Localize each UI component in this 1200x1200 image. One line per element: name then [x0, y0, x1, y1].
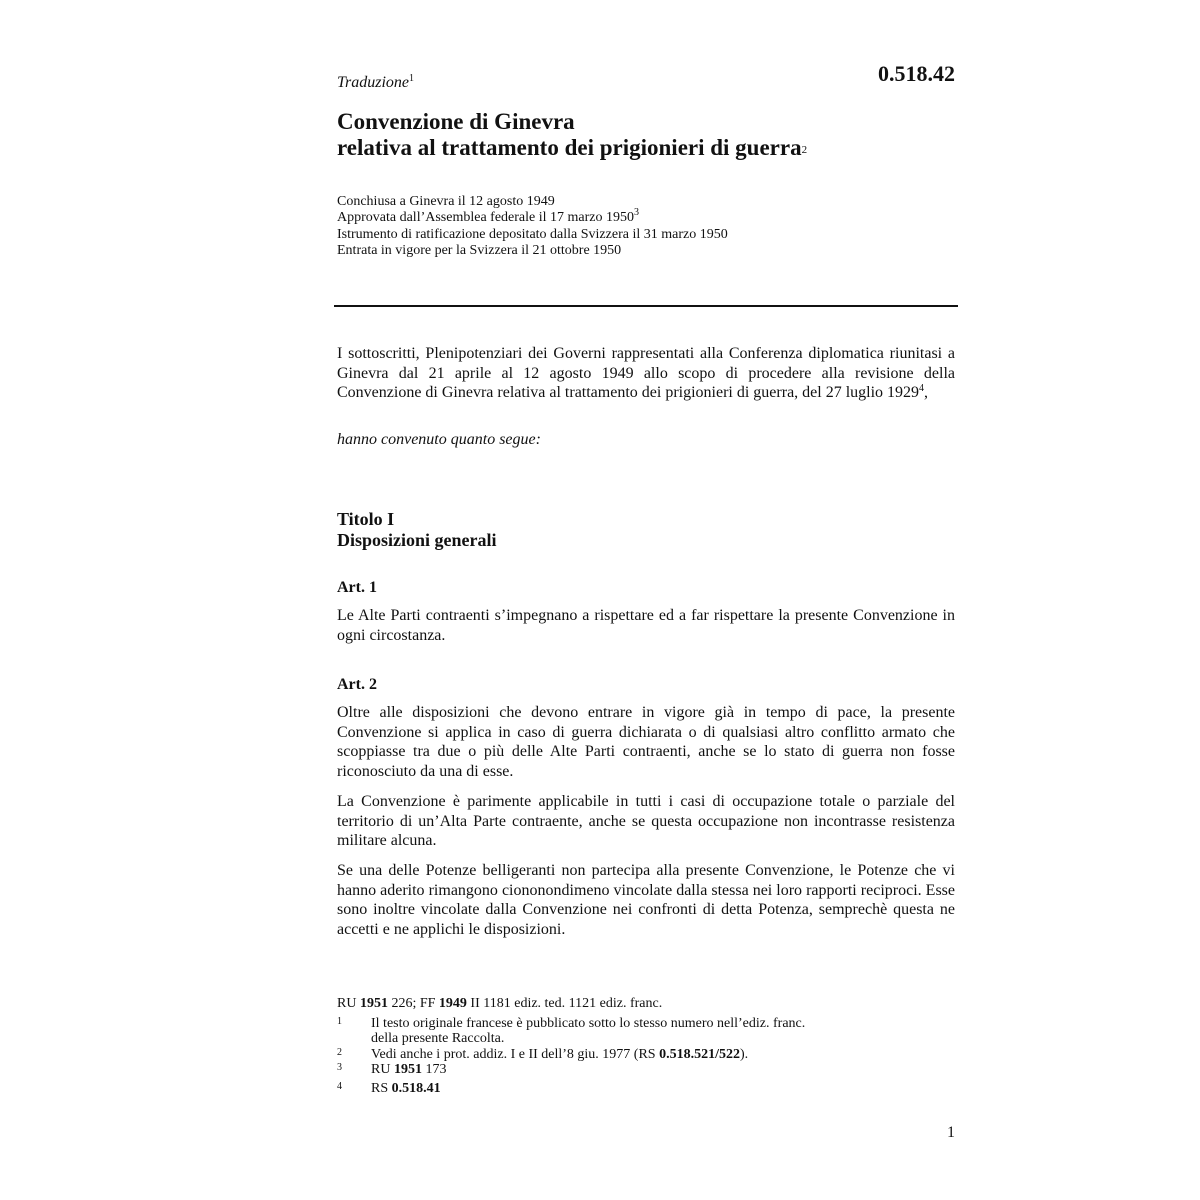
article-1-heading: Art. 1 [337, 579, 377, 596]
footnote-4-ref: 0.518.41 [391, 1081, 441, 1096]
footnote-ref-1[interactable]: 1 [409, 73, 415, 84]
article-2-paragraph-1: Oltre alle disposizioni che devono entrare in vigore già in tempo di pace, la presente Convenzione si applica in caso di guerra dichiarata o di qualsiasi altro conflitto armato che scoppiasse tra due o più delle Alte Parti contraenti, anche se lo stato di guerra non fosse riconosciuto da una di esse. [337, 704, 955, 780]
article-2-paragraph-3: Se una delle Potenze belligeranti non partecipa alla presente Convenzione, le Potenze che vi hanno aderito rimangono ciononondimeno vincolate dalla stessa nei loro rapporti reciproci. Esse sono inoltre vincolate dalla Convenzione nei confronti di detta Potenza, semprechè questa ne accetti e ne applichi le disposizioni. [337, 862, 955, 938]
title-section-name: Disposizioni generali [337, 530, 497, 550]
article-2-paragraph-2: La Convenzione è parimente applicabile in tutti i casi di occupazione totale o parziale del territorio di un’Alta Parte contraente, anche se questa occupazione non incontrasse resistenza militare alcuna. [337, 793, 955, 850]
title-section-heading [337, 509, 497, 551]
footnote-ref-3[interactable]: 3 [634, 207, 640, 219]
meta-approved-text: Approvata dall’Assemblea federale il 17 marzo 1950 [337, 210, 635, 226]
footnote-4-prefix: RS [371, 1081, 392, 1096]
footnote-4-text [371, 1082, 441, 1097]
footnote-2-text [371, 1048, 748, 1063]
article-2-heading: Art. 2 [337, 676, 377, 693]
title-line-2-text: relativa al trattamento dei prigionieri di guerra [337, 135, 802, 160]
source-ff-rest: II 1181 ediz. ted. 1121 ediz. franc. [466, 996, 663, 1011]
preamble-text: I sottoscritti, Plenipotenziari dei Governi rappresentati alla Conferenza diplomatica riunitasi a Ginevra dal 21 aprile al 12 agosto 1949 allo scopo di procedere alla revisione della Convenzione di Ginevra relativa al trattamento dei prigionieri di guerra, del 27 luglio 1929 [337, 345, 955, 402]
footnote-ref-2[interactable]: 2 [801, 144, 808, 156]
footnote-4-number: 4 [337, 1081, 342, 1092]
header-divider [334, 305, 958, 307]
footnote-3-number: 3 [337, 1062, 342, 1073]
document-title [337, 109, 807, 161]
footnote-3-text [371, 1063, 446, 1078]
footnote-2-number: 2 [337, 1047, 342, 1058]
meta-ratification: Istrumento di ratificazione depositato dalla Svizzera il 31 marzo 1950 [337, 226, 728, 242]
footnote-3-ref: 1951 [393, 1062, 422, 1077]
source-ru-page: 226; FF [387, 996, 439, 1011]
meta-approved [337, 207, 728, 226]
footnote-2-ref: 0.518.521/522 [659, 1047, 740, 1062]
document-meta [337, 194, 728, 259]
footnote-2-prefix: Vedi anche i prot. addiz. I e II dell’8 giu. 1977 (RS [371, 1047, 660, 1062]
title-section-number: Titolo I [337, 509, 395, 529]
footnote-2-suffix: ). [739, 1047, 749, 1062]
footnote-ref-4[interactable]: 4 [919, 383, 925, 395]
title-line-1: Convenzione di Ginevra [337, 109, 575, 134]
translation-text: Traduzione [337, 74, 410, 91]
page-number: 1 [947, 1124, 955, 1141]
title-line-2 [337, 135, 807, 161]
footnote-1-line-2: della presente Raccolta. [371, 1030, 505, 1046]
source-ff-year: 1949 [438, 996, 467, 1011]
translation-label [337, 74, 414, 92]
preamble-agreed: hanno convenuto quanto segue: [337, 431, 541, 448]
footnote-3-prefix: RU [371, 1062, 394, 1077]
article-1-paragraph-1: Le Alte Parti contraenti s’impegnano a rispettare ed a far rispettare la presente Convenzione in ogni circostanza. [337, 607, 955, 644]
preamble [337, 344, 955, 403]
footnote-1-line-1: Il testo originale francese è pubblicato sotto lo stesso numero nell’ediz. franc. [371, 1016, 806, 1031]
meta-concluded: Conchiusa a Ginevra il 12 agosto 1949 [337, 194, 555, 209]
footnote-1-text [371, 1017, 805, 1046]
footnote-1-number: 1 [337, 1016, 342, 1027]
preamble-tail: , [924, 384, 929, 402]
footnote-3-suffix: 173 [421, 1062, 447, 1077]
sr-number: 0.518.42 [878, 61, 955, 86]
source-ru-label: RU [337, 996, 360, 1011]
meta-entry: Entrata in vigore per la Svizzera il 21 ottobre 1950 [337, 242, 622, 258]
source-ru-year: 1951 [359, 996, 388, 1011]
footnote-source [337, 996, 662, 1012]
